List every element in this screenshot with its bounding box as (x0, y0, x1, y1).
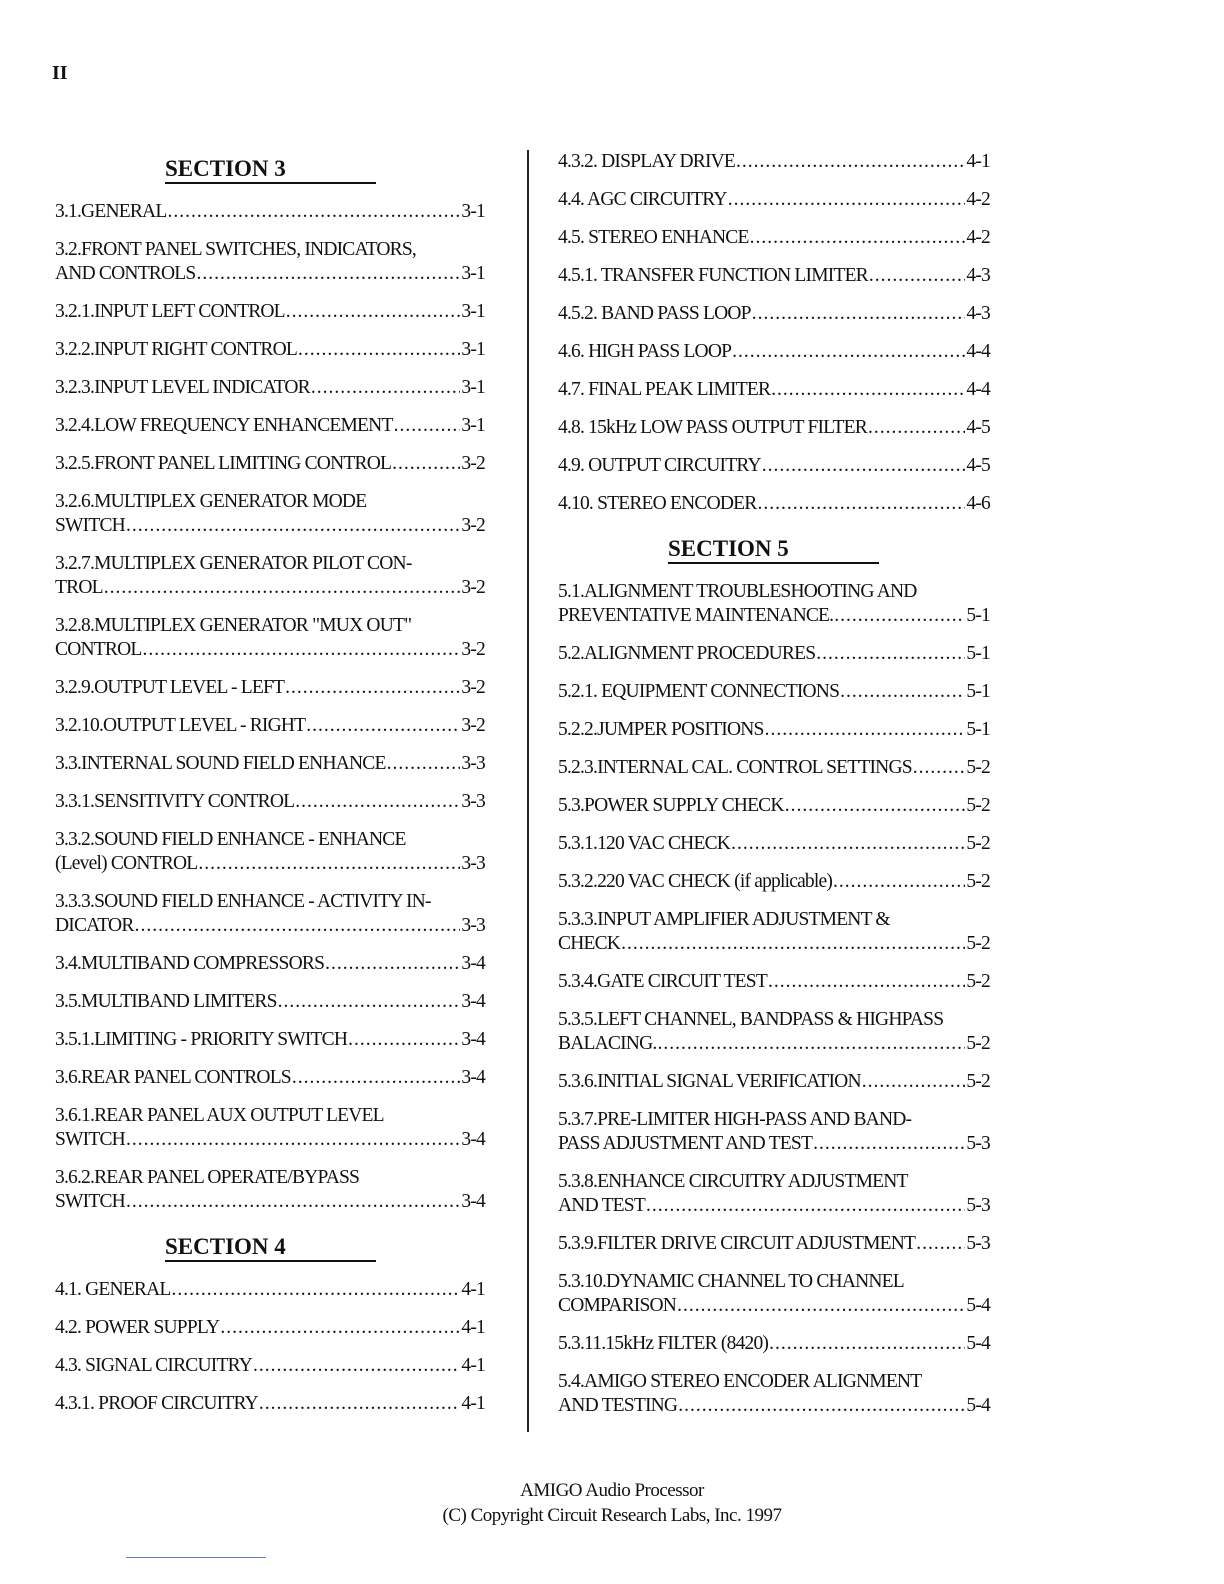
dot-leader (142, 638, 460, 662)
toc-entry-row (558, 680, 990, 704)
toc-entry-row (558, 1394, 990, 1418)
toc-entry (55, 752, 485, 776)
toc-entry-title: 4.7. FINAL PEAK LIMITER (558, 379, 771, 400)
toc-right-column (558, 150, 990, 1432)
toc-page-ref: 5-2 (966, 833, 990, 854)
toc-entry-title: 5.2.1. EQUIPMENT CONNECTIONS (558, 681, 840, 702)
toc-entry-title: 4.10. STEREO ENCODER (558, 493, 757, 514)
dot-leader (253, 1354, 460, 1378)
toc-page-ref: 3-1 (461, 339, 485, 360)
toc-entry-title: 4.3. SIGNAL CIRCUITRY (55, 1355, 252, 1376)
dot-leader (126, 514, 460, 538)
toc-entry-title: BALACING. (558, 1033, 657, 1054)
dot-leader (736, 150, 965, 174)
toc-entry-line: 3.6.2.REAR PANEL OPERATE/BYPASS (55, 1167, 360, 1188)
toc-page-ref: 5-2 (966, 971, 990, 992)
toc-entry-row (55, 338, 485, 362)
toc-entry-title: 5.2.3.INTERNAL CAL. CONTROL SETTINGS (558, 757, 912, 778)
toc-entry-row (55, 990, 485, 1014)
toc-page-ref: 5-1 (966, 643, 990, 664)
toc-page-ref: 3-1 (461, 415, 485, 436)
dot-leader (135, 914, 461, 938)
toc-entry-row (55, 714, 485, 738)
toc-entry-title: TROL (55, 577, 103, 598)
dot-leader (762, 454, 966, 478)
page-number: II (52, 62, 68, 84)
toc-entry-title: 4.6. HIGH PASS LOOP (558, 341, 732, 362)
toc-entry (55, 200, 485, 224)
toc-entry (558, 580, 990, 628)
toc-entry (558, 908, 990, 956)
toc-entry-title: 3.5.MULTIBAND LIMITERS (55, 991, 277, 1012)
dot-leader (292, 1066, 461, 1090)
toc-entry (558, 1232, 990, 1256)
toc-entry-title: 5.3.6.INITIAL SIGNAL VERIFICATION (558, 1071, 861, 1092)
toc-page-ref: 3-4 (461, 991, 485, 1012)
toc-entry-title: 3.2.1.INPUT LEFT CONTROL (55, 301, 285, 322)
toc-page-ref: 4-2 (966, 189, 990, 210)
toc-entry-title: (Level) CONTROL (55, 853, 198, 874)
dot-leader (869, 264, 966, 288)
toc-entry-line: 5.3.3.INPUT AMPLIFIER ADJUSTMENT & (558, 909, 890, 930)
toc-page-ref: 5-3 (966, 1233, 990, 1254)
toc-entry (55, 1354, 485, 1378)
toc-entry-title: 4.8. 15kHz LOW PASS OUTPUT FILTER (558, 417, 867, 438)
toc-entry (558, 1332, 990, 1356)
dot-leader (768, 970, 965, 994)
dot-leader (392, 452, 460, 476)
toc-entry-row (558, 1194, 990, 1218)
toc-page-ref: 3-1 (461, 201, 485, 222)
toc-entry (55, 238, 485, 286)
toc-entry-row (558, 188, 990, 212)
toc-entry-row (55, 852, 485, 876)
dot-leader (657, 1032, 965, 1056)
toc-entry-row (55, 452, 485, 476)
dot-leader (765, 718, 966, 742)
section-heading: SECTION 4 (165, 1234, 376, 1262)
toc-entry (55, 1028, 485, 1052)
toc-entry-row (558, 1132, 990, 1156)
toc-entry-row (558, 932, 990, 956)
dot-leader (259, 1392, 461, 1416)
dot-leader (913, 756, 966, 780)
dot-leader (126, 1190, 460, 1214)
toc-page-ref: 3-3 (461, 853, 485, 874)
toc-entry-title: 5.3.2.220 VAC CHECK (if applicable) (558, 871, 833, 892)
toc-entry-row (558, 832, 990, 856)
dot-leader (771, 378, 965, 402)
toc-entry-title: COMPARISON (558, 1295, 677, 1316)
toc-page-ref: 5-1 (966, 719, 990, 740)
toc-entry-row (558, 1032, 990, 1056)
toc-entry (558, 794, 990, 818)
toc-entry (55, 890, 485, 938)
column-divider (527, 150, 529, 1432)
toc-entry-line: 3.2.8.MULTIPLEX GENERATOR "MUX OUT" (55, 615, 412, 636)
toc-page-ref: 4-4 (966, 379, 990, 400)
toc-entry (55, 1166, 485, 1214)
toc-page-ref: 4-1 (461, 1393, 485, 1414)
dot-leader (298, 338, 460, 362)
dot-leader (286, 300, 461, 324)
toc-page-ref: 4-4 (966, 341, 990, 362)
toc-page-ref: 5-2 (966, 757, 990, 778)
toc-page-ref: 3-4 (461, 1129, 485, 1150)
dot-leader (677, 1294, 965, 1318)
dot-leader (167, 200, 460, 224)
toc-page-ref: 5-4 (966, 1333, 990, 1354)
toc-entry-row (558, 970, 990, 994)
toc-page-ref: 4-2 (966, 227, 990, 248)
toc-entry-title: CONTROL (55, 639, 142, 660)
toc-entry-title: 3.2.5.FRONT PANEL LIMITING CONTROL (55, 453, 392, 474)
toc-entry-title: 3.3.INTERNAL SOUND FIELD ENHANCE (55, 753, 386, 774)
toc-entry (558, 718, 990, 742)
toc-entry-title: 3.1.GENERAL (55, 201, 167, 222)
toc-page-ref: 3-4 (461, 953, 485, 974)
section-heading-wrap (55, 1228, 485, 1278)
toc-entry (558, 416, 990, 440)
dot-leader (769, 1332, 965, 1356)
toc-entry-title: DICATOR (55, 915, 134, 936)
toc-entry-row (55, 676, 485, 700)
toc-entry (55, 790, 485, 814)
toc-entry-title: 3.6.REAR PANEL CONTROLS (55, 1067, 291, 1088)
toc-entry (55, 300, 485, 324)
toc-entry (558, 226, 990, 250)
toc-entry-row (558, 642, 990, 666)
toc-entry-title: 3.2.2.INPUT RIGHT CONTROL (55, 339, 297, 360)
toc-page-ref: 4-1 (966, 151, 990, 172)
dot-leader (311, 376, 461, 400)
dot-leader (840, 680, 965, 704)
toc-page-ref: 3-3 (461, 753, 485, 774)
toc-entry-title: 4.3.1. PROOF CIRCUITRY (55, 1393, 258, 1414)
toc-entry-line: 3.2.7.MULTIPLEX GENERATOR PILOT CON- (55, 553, 412, 574)
dot-leader (104, 576, 461, 600)
toc-entry-title: 4.5. STEREO ENHANCE (558, 227, 749, 248)
toc-entry-title: 5.2.2.JUMPER POSITIONS (558, 719, 764, 740)
toc-entry-row (558, 264, 990, 288)
toc-entry-row (558, 416, 990, 440)
footer-title: AMIGO Audio Processor (520, 1480, 704, 1501)
page-footer (0, 1478, 1224, 1528)
toc-entry (558, 642, 990, 666)
toc-entry-title: AND TEST (558, 1195, 645, 1216)
toc-entry-row (55, 200, 485, 224)
toc-page-ref: 4-3 (966, 303, 990, 324)
toc-entry (558, 264, 990, 288)
toc-entry (558, 378, 990, 402)
toc-entry (558, 1108, 990, 1156)
toc-entry-row (558, 302, 990, 326)
toc-entry-line: 3.3.3.SOUND FIELD ENHANCE - ACTIVITY IN- (55, 891, 431, 912)
toc-entry (558, 970, 990, 994)
toc-page-ref: 5-2 (966, 933, 990, 954)
toc-entry-row (55, 376, 485, 400)
toc-entry-title: CHECK (558, 933, 621, 954)
footer-copyright: (C) Copyright Circuit Research Labs, Inc. 1997 (442, 1505, 782, 1526)
toc-page-ref: 4-6 (966, 493, 990, 514)
dot-leader (126, 1128, 460, 1152)
toc-page-ref: 3-2 (461, 715, 485, 736)
dot-leader (731, 832, 965, 856)
toc-page-ref: 4-5 (966, 417, 990, 438)
dot-leader (816, 642, 965, 666)
toc-entry-title: AND TESTING (558, 1395, 678, 1416)
dot-leader (728, 188, 966, 212)
toc-entry-row (55, 1354, 485, 1378)
toc-page-ref: 4-1 (461, 1355, 485, 1376)
toc-entry (55, 676, 485, 700)
toc-page-ref: 3-1 (461, 301, 485, 322)
dot-leader (325, 952, 460, 976)
toc-page-ref: 5-3 (966, 1133, 990, 1154)
toc-entry (55, 490, 485, 538)
dot-leader (834, 604, 965, 628)
toc-entry (55, 338, 485, 362)
toc-page-ref: 3-2 (461, 677, 485, 698)
toc-page-ref: 3-2 (461, 453, 485, 474)
toc-entry-row (55, 752, 485, 776)
toc-page-ref: 5-3 (966, 1195, 990, 1216)
toc-entry-title: 5.2.ALIGNMENT PROCEDURES (558, 643, 816, 664)
toc-page-ref: 5-2 (966, 795, 990, 816)
toc-entry-line: 5.3.5.LEFT CHANNEL, BANDPASS & HIGHPASS (558, 1009, 944, 1030)
toc-entry (55, 1104, 485, 1152)
toc-page-ref: 3-3 (461, 915, 485, 936)
toc-entry (55, 1392, 485, 1416)
scan-artifact-line (126, 1557, 266, 1558)
toc-page-ref: 5-1 (966, 605, 990, 626)
dot-leader (220, 1316, 460, 1340)
toc-entry-line: 5.3.10.DYNAMIC CHANNEL TO CHANNEL (558, 1271, 904, 1292)
toc-entry-row (55, 952, 485, 976)
toc-entry-row (55, 790, 485, 814)
toc-entry-line: 3.2.FRONT PANEL SWITCHES, INDICATORS, (55, 239, 416, 260)
toc-entry-row (55, 1316, 485, 1340)
toc-entry-row (558, 604, 990, 628)
toc-page-ref: 3-1 (461, 263, 485, 284)
toc-entry-title: 4.2. POWER SUPPLY (55, 1317, 220, 1338)
toc-entry (558, 188, 990, 212)
dot-leader (868, 416, 965, 440)
toc-entry-title: SWITCH (55, 515, 125, 536)
toc-entry-line: 5.3.8.ENHANCE CIRCUITRY ADJUSTMENT (558, 1171, 908, 1192)
toc-entry-row (558, 756, 990, 780)
toc-entry (55, 952, 485, 976)
dot-leader (732, 340, 965, 364)
toc-entry-title: 4.1. GENERAL (55, 1279, 171, 1300)
toc-page-ref: 3-2 (461, 515, 485, 536)
toc-entry-row (55, 1392, 485, 1416)
toc-entry (558, 1070, 990, 1094)
dot-leader (348, 1028, 460, 1052)
section-heading-wrap (55, 150, 485, 200)
toc-entry-title: 5.3.POWER SUPPLY CHECK (558, 795, 784, 816)
toc-entry (558, 1370, 990, 1418)
toc-page-ref: 5-4 (966, 1295, 990, 1316)
toc-left-column (55, 150, 485, 1430)
toc-entry (558, 454, 990, 478)
toc-entry-row (558, 492, 990, 516)
toc-entry-title: SWITCH (55, 1191, 125, 1212)
toc-entry (55, 1066, 485, 1090)
toc-entry-title: AND CONTROLS (55, 263, 196, 284)
dot-leader (678, 1394, 965, 1418)
dot-leader (758, 492, 966, 516)
dot-leader (196, 262, 460, 286)
toc-entry-row (55, 262, 485, 286)
toc-page-ref: 5-1 (966, 681, 990, 702)
toc-page-ref: 4-1 (461, 1279, 485, 1300)
toc-entry-title: 3.4.MULTIBAND COMPRESSORS (55, 953, 325, 974)
toc-entry-title: 4.4. AGC CIRCUITRY (558, 189, 727, 210)
dot-leader (172, 1278, 461, 1302)
toc-page-ref: 5-2 (966, 1071, 990, 1092)
section-heading: SECTION 5 (668, 536, 879, 564)
toc-entry (55, 1316, 485, 1340)
dot-leader (285, 676, 460, 700)
toc-page-ref: 3-1 (461, 377, 485, 398)
toc-entry (55, 552, 485, 600)
dot-leader (916, 1232, 965, 1256)
toc-entry (558, 680, 990, 704)
toc-entry-row (55, 1028, 485, 1052)
toc-page-ref: 4-3 (966, 265, 990, 286)
toc-entry-row (55, 576, 485, 600)
toc-entry-row (55, 514, 485, 538)
toc-page-ref: 4-1 (461, 1317, 485, 1338)
dot-leader (278, 990, 461, 1014)
toc-entry-row (558, 340, 990, 364)
toc-page-ref: 3-4 (461, 1191, 485, 1212)
toc-entry-title: 3.2.4.LOW FREQUENCY ENHANCEMENT (55, 415, 393, 436)
toc-page-ref: 5-4 (966, 1395, 990, 1416)
toc-page-ref: 5-2 (966, 871, 990, 892)
toc-entry-row (558, 378, 990, 402)
toc-entry-title: 5.3.1.120 VAC CHECK (558, 833, 731, 854)
toc-entry-title: 5.3.4.GATE CIRCUIT TEST (558, 971, 767, 992)
toc-entry-row (558, 1332, 990, 1356)
dot-leader (394, 414, 461, 438)
toc-entry-title: 3.2.10.OUTPUT LEVEL - RIGHT (55, 715, 306, 736)
dot-leader (785, 794, 966, 818)
toc-entry-line: 5.1.ALIGNMENT TROUBLESHOOTING AND (558, 581, 917, 602)
dot-leader (646, 1194, 965, 1218)
toc-entry (55, 414, 485, 438)
dot-leader (387, 752, 461, 776)
toc-entry-title: PREVENTATIVE MAINTENANCE. (558, 605, 834, 626)
toc-entry-title: 3.3.1.SENSITIVITY CONTROL (55, 791, 295, 812)
toc-entry-row (55, 638, 485, 662)
toc-entry (558, 832, 990, 856)
toc-entry-row (558, 454, 990, 478)
toc-entry (55, 828, 485, 876)
toc-page-ref: 3-2 (461, 639, 485, 660)
toc-entry (558, 1270, 990, 1318)
toc-page-ref: 3-4 (461, 1029, 485, 1050)
toc-entry-row (55, 1066, 485, 1090)
toc-entry (558, 756, 990, 780)
toc-entry-row (55, 414, 485, 438)
toc-entry-title: PASS ADJUSTMENT AND TEST (558, 1133, 813, 1154)
toc-entry-row (558, 718, 990, 742)
toc-entry (55, 452, 485, 476)
toc-entry-row (55, 300, 485, 324)
toc-entry-line: 3.3.2.SOUND FIELD ENHANCE - ENHANCE (55, 829, 406, 850)
toc-entry (55, 376, 485, 400)
toc-entry-title: 4.5.1. TRANSFER FUNCTION LIMITER (558, 265, 868, 286)
toc-entry-row (55, 1278, 485, 1302)
toc-entry-title: 5.3.11.15kHz FILTER (8420) (558, 1333, 769, 1354)
dot-leader (752, 302, 966, 326)
dot-leader (862, 1070, 966, 1094)
toc-entry-title: 4.9. OUTPUT CIRCUITRY (558, 455, 761, 476)
dot-leader (621, 932, 965, 956)
toc-entry-title: 3.2.9.OUTPUT LEVEL - LEFT (55, 677, 285, 698)
toc-page-ref: 5-2 (966, 1033, 990, 1054)
toc-entry (55, 614, 485, 662)
toc-entry-row (558, 1232, 990, 1256)
toc-entry-row (55, 914, 485, 938)
toc-entry (55, 990, 485, 1014)
toc-entry-title: 3.5.1.LIMITING - PRIORITY SWITCH (55, 1029, 348, 1050)
dot-leader (750, 226, 966, 250)
toc-entry-row (558, 150, 990, 174)
toc-entry-row (558, 226, 990, 250)
toc-page-ref: 4-5 (966, 455, 990, 476)
section-heading-wrap (558, 530, 990, 580)
dot-leader (813, 1132, 965, 1156)
toc-entry-title: 5.3.9.FILTER DRIVE CIRCUIT ADJUSTMENT (558, 1233, 916, 1254)
toc-entry (558, 340, 990, 364)
toc-entry-title: 3.2.3.INPUT LEVEL INDICATOR (55, 377, 310, 398)
toc-entry-line: 5.4.AMIGO STEREO ENCODER ALIGNMENT (558, 1371, 922, 1392)
toc-entry (55, 1278, 485, 1302)
dot-leader (833, 870, 965, 894)
dot-leader (295, 790, 460, 814)
section-heading: SECTION 3 (165, 156, 376, 184)
toc-page-ref: 3-3 (461, 791, 485, 812)
toc-entry (558, 1008, 990, 1056)
dot-leader (198, 852, 460, 876)
toc-entry (558, 1170, 990, 1218)
toc-entry-line: 5.3.7.PRE-LIMITER HIGH-PASS AND BAND- (558, 1109, 912, 1130)
toc-entry (558, 302, 990, 326)
toc-entry-row (558, 1070, 990, 1094)
toc-entry (558, 150, 990, 174)
toc-entry (55, 714, 485, 738)
toc-entry-row (55, 1128, 485, 1152)
toc-page-ref: 3-2 (461, 577, 485, 598)
toc-entry-line: 3.6.1.REAR PANEL AUX OUTPUT LEVEL (55, 1105, 384, 1126)
toc-page-ref: 3-4 (461, 1067, 485, 1088)
toc-entry-title: SWITCH (55, 1129, 125, 1150)
toc-entry (558, 492, 990, 516)
toc-entry-row (558, 1294, 990, 1318)
toc-entry-row (558, 794, 990, 818)
toc-entry-row (558, 870, 990, 894)
toc-entry-row (55, 1190, 485, 1214)
toc-entry (558, 870, 990, 894)
toc-entry-title: 4.3.2. DISPLAY DRIVE (558, 151, 736, 172)
toc-entry-line: 3.2.6.MULTIPLEX GENERATOR MODE (55, 491, 367, 512)
toc-entry-title: 4.5.2. BAND PASS LOOP (558, 303, 751, 324)
dot-leader (306, 714, 460, 738)
